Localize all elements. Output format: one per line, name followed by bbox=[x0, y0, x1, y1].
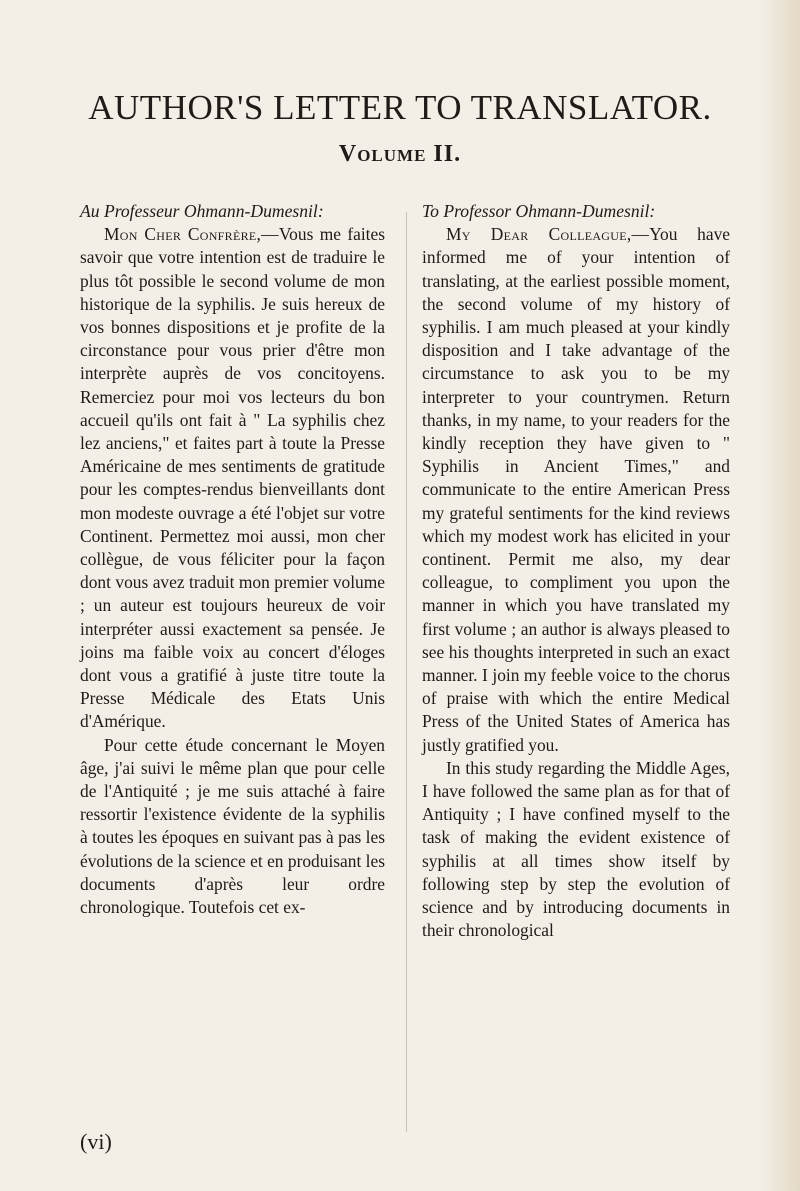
french-paragraph-2: Pour cette étude concernant le Moyen âge, j'ai suivi le même plan que pour celle de l'Antiquité ; je me suis attaché à faire ressortir l'existence évidente de la syphilis à toutes les époques en suivant pas à pas les évolutions de la science et en produisant les documents d'après leur ordre chronologique. Toutefois cet ex- bbox=[80, 734, 385, 918]
french-paragraph-1 bbox=[80, 223, 385, 733]
english-paragraph-2: In this study regarding the Middle Ages, I have followed the same plan as for that of Antiquity ; I have confined myself to the task of making the evident existence of syphilis at all times show itself by following step by step the evolution of science and by introducing documents in their chronological bbox=[422, 757, 730, 941]
english-salutation: To Professor Ohmann-Dumesnil: bbox=[422, 201, 656, 221]
english-column bbox=[422, 200, 730, 943]
page-number: (vi) bbox=[80, 1129, 112, 1154]
page-edge-shading bbox=[760, 0, 800, 1191]
french-column bbox=[80, 200, 385, 919]
page-title: AUTHOR'S LETTER TO TRANSLATOR. bbox=[88, 88, 712, 127]
french-paragraph-1-text: Vous me faites savoir que votre intention est de traduire le plus tôt possible le second volume de mon historique de la syphilis. Je suis hereux de vos bonnes dispositions et je profite de la circonstance pour vous prier d'être mon interprète auprès de vos concitoyens. Remerciez pour moi vos lecteurs du bon accueil qu'ils ont fait à " La syphilis chez lez anciens," et faites part à toute la Presse Américaine de mes sentiments de gratitude pour les comptes-rendus bienveillants dont mon modeste ouvrage a été l'objet sur votre Continent. Permettez moi aussi, mon cher collègue, de vous féliciter pour la façon dont vous avez traduit mon premier volume ; un auteur est toujours heureux de voir interpréter aussi exactement sa pensée. Je joins ma faible voix au concert d'éloges dont vous a gratifié à juste titre toute la Presse Médicale des Etats Unis d'Amérique. bbox=[80, 224, 385, 732]
volume-subtitle: Volume II. bbox=[338, 141, 462, 167]
french-salutation: Au Professeur Ohmann-Dumesnil: bbox=[80, 201, 324, 221]
english-opening: My Dear Colleague,— bbox=[446, 224, 650, 245]
english-paragraph-1-text: You have informed me of your intention of translating, at the earliest possible moment, the second volume of my history of syphilis. I am much pleased at your kindly disposition and I take advantage of the circumstance to ask you to be my interpreter to your countrymen. Return thanks, in my name, to your readers for the kindly reception they have given to " Syphilis in Ancient Times," and communicate to the entire American Press my grateful sentiments for the kind reviews which my modest work has elicited in your continent. Permit me also, my dear colleague, to compliment you upon the manner in which you have translated my first volume ; an author is always pleased to see his thoughts interpreted in such an exact manner. I join my feeble voice to the chorus of praise with which the entire Medical Press of the United States of America has justly gratified you. bbox=[422, 224, 731, 755]
french-opening: Mon Cher Confrère,— bbox=[104, 224, 279, 245]
column-divider bbox=[406, 212, 407, 1132]
english-paragraph-1 bbox=[422, 223, 730, 757]
